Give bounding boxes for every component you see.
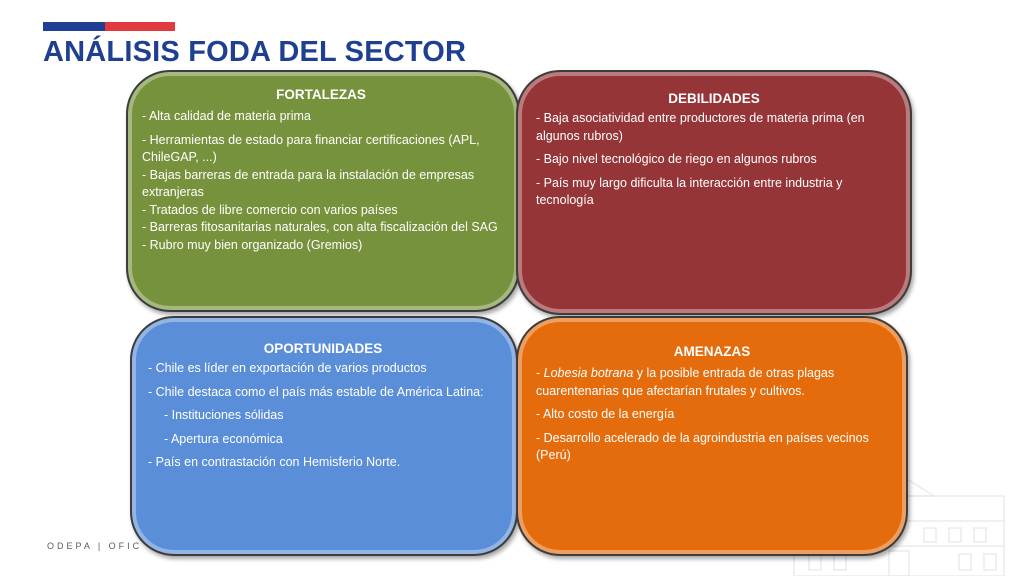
fortalezas-heading: FORTALEZAS xyxy=(276,87,366,102)
list-item: - Herramientas de estado para financiar certificaciones (APL, ChileGAP, ...) xyxy=(142,132,480,164)
list-item: - Instituciones sólidas xyxy=(164,408,284,422)
list-item: - Baja asociatividad entre productores de materia prima (en algunos rubros) xyxy=(536,111,865,143)
amenazas-list xyxy=(536,365,888,465)
flag-stripe-red xyxy=(105,22,175,31)
item-text: y la posible entrada de otras plagas cuarentenarias que afectarían frutales y cultivos. xyxy=(536,366,835,398)
oportunidades-list xyxy=(148,360,498,472)
list-item: - Barreras fitosanitarias naturales, con alta fiscalización del SAG xyxy=(142,220,498,234)
oportunidades-box xyxy=(130,316,518,556)
list-item: - Desarrollo acelerado de la agroindustria en países vecinos (Perú) xyxy=(536,430,869,462)
fortalezas-list xyxy=(142,108,500,254)
list-item: - Bajas barreras de entrada para la instalación de empresas extranjeras xyxy=(142,167,475,199)
list-item: - País en contrastación con Hemisferio Norte. xyxy=(148,455,401,469)
debilidades-heading: DEBILIDADES xyxy=(668,91,760,106)
debilidades-box xyxy=(516,70,912,315)
page-title: ANÁLISIS FODA DEL SECTOR xyxy=(43,36,467,68)
list-item: - Alto costo de la energía xyxy=(536,407,675,421)
list-item: - Chile destaca como el país más estable de América Latina: xyxy=(148,384,484,399)
debilidades-list xyxy=(536,110,892,210)
oportunidades-heading: OPORTUNIDADES xyxy=(263,341,383,356)
list-item: - País muy largo dificulta la interacción entre industria y tecnología xyxy=(536,175,843,207)
list-item xyxy=(536,365,888,400)
list-item: - Alta calidad de materia prima xyxy=(142,109,311,123)
item-prefix: - xyxy=(536,366,544,380)
amenazas-box xyxy=(516,316,908,556)
list-item: - Apertura económica xyxy=(164,431,283,446)
species-name: Lobesia botrana xyxy=(543,366,634,380)
flag-stripe xyxy=(43,22,175,31)
list-item: - Rubro muy bien organizado (Gremios) xyxy=(142,237,363,252)
footer-text: ODEPA | OFIC xyxy=(47,541,143,551)
list-item: - Tratados de libre comercio con varios países xyxy=(142,202,398,217)
amenazas-heading: AMENAZAS xyxy=(673,344,751,359)
fortalezas-box xyxy=(126,70,520,312)
flag-stripe-blue xyxy=(43,22,105,31)
list-item: - Bajo nivel tecnológico de riego en algunos rubros xyxy=(536,152,817,166)
list-item: - Chile es líder en exportación de varios productos xyxy=(148,361,427,375)
